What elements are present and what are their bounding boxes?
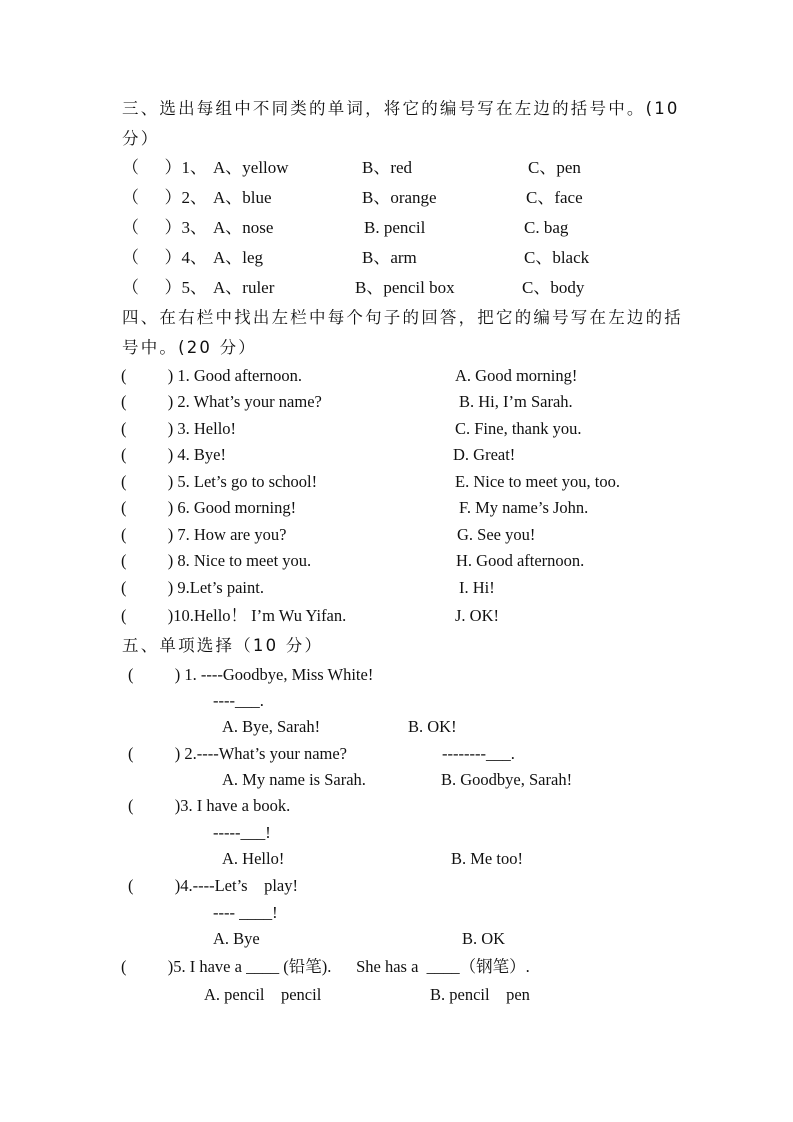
section4-heading-line1: 四、在右栏中找出左栏中每个句子的回答，把它的编号写在左边的括 bbox=[122, 308, 683, 327]
matching-answer: D. Great! bbox=[453, 445, 516, 464]
option-a: A、leg bbox=[213, 248, 264, 267]
option-a: A. pencil pencil bbox=[204, 985, 322, 1004]
option-b: B、red bbox=[362, 158, 413, 177]
matching-answer: I. Hi! bbox=[459, 578, 495, 597]
matching-answer: C. Fine, thank you. bbox=[455, 419, 582, 438]
option-c: C、body bbox=[522, 278, 585, 297]
option-a: A. Bye bbox=[213, 929, 260, 948]
matching-answer: A. Good morning! bbox=[455, 366, 578, 385]
option-a: A. My name is Sarah. bbox=[222, 770, 366, 789]
matching-question[interactable]: ( ) 1. Good afternoon. bbox=[121, 366, 303, 385]
option-a: A、blue bbox=[213, 188, 272, 207]
option-c: C、pen bbox=[528, 158, 581, 177]
matching-question[interactable]: ( ) 7. How are you? bbox=[121, 525, 287, 544]
option-a: A、ruler bbox=[213, 278, 275, 297]
section5-heading: 五、单项选择（10 分） bbox=[122, 636, 324, 655]
matching-question[interactable]: ( ) 8. Nice to meet you. bbox=[121, 551, 312, 570]
section4-heading-line2: 号中。(20 分） bbox=[122, 338, 257, 357]
option-a: A. Bye, Sarah! bbox=[222, 717, 321, 736]
answer-paren[interactable]: （ ）5、 bbox=[122, 278, 207, 297]
option-b: B、arm bbox=[362, 248, 417, 267]
question-reply: ---- ____! bbox=[213, 903, 278, 922]
option-a: A. Hello! bbox=[222, 849, 285, 868]
option-b: B、pencil box bbox=[355, 278, 455, 297]
option-c: C、face bbox=[526, 188, 583, 207]
matching-answer: E. Nice to meet you, too. bbox=[455, 472, 620, 491]
matching-question[interactable]: ( )10.Hello！ I’m Wu Yifan. bbox=[121, 606, 347, 625]
option-c: C. bag bbox=[524, 218, 569, 237]
option-b: B. Goodbye, Sarah! bbox=[441, 770, 573, 789]
matching-question[interactable]: ( ) 3. Hello! bbox=[121, 419, 237, 438]
option-a: A、nose bbox=[213, 218, 274, 237]
answer-paren[interactable]: （ ）2、 bbox=[122, 188, 207, 207]
question-stem[interactable]: ( ) 1. ----Goodbye, Miss White! bbox=[128, 665, 374, 684]
option-a: A、yellow bbox=[213, 158, 289, 177]
question-reply: ----___. bbox=[213, 691, 264, 710]
question-stem[interactable]: ( )5. I have a ____ (铅笔). She has a ____（钢笔）. bbox=[121, 957, 530, 976]
matching-question[interactable]: ( ) 6. Good morning! bbox=[121, 498, 297, 517]
question-stem[interactable]: ( )4.----Let’s play! bbox=[128, 876, 298, 895]
matching-answer: G. See you! bbox=[457, 525, 536, 544]
option-b: B. OK bbox=[462, 929, 506, 948]
option-b: B. pencil bbox=[364, 218, 426, 237]
option-b: B、orange bbox=[362, 188, 437, 207]
answer-paren[interactable]: （ ）3、 bbox=[122, 218, 207, 237]
question-reply: --------___. bbox=[442, 744, 515, 763]
section3-heading-line2: 分） bbox=[122, 129, 160, 148]
matching-answer: F. My name’s John. bbox=[459, 498, 589, 517]
option-b: B. OK! bbox=[408, 717, 457, 736]
question-reply: -----___! bbox=[213, 823, 271, 842]
answer-paren[interactable]: （ ）1、 bbox=[122, 158, 207, 177]
matching-answer: H. Good afternoon. bbox=[456, 551, 585, 570]
option-b: B. pencil pen bbox=[430, 985, 530, 1004]
section3-heading-line1: 三、选出每组中不同类的单词，将它的编号写在左边的括号中。(10 bbox=[122, 99, 680, 118]
answer-paren[interactable]: （ ）4、 bbox=[122, 248, 207, 267]
matching-question[interactable]: ( ) 5. Let’s go to school! bbox=[121, 472, 318, 491]
option-b: B. Me too! bbox=[451, 849, 523, 868]
matching-question[interactable]: ( ) 9.Let’s paint. bbox=[121, 578, 264, 597]
option-c: C、black bbox=[524, 248, 590, 267]
matching-question[interactable]: ( ) 4. Bye! bbox=[121, 445, 226, 464]
question-stem[interactable]: ( )3. I have a book. bbox=[128, 796, 291, 815]
matching-answer: J. OK! bbox=[455, 606, 499, 625]
matching-question[interactable]: ( ) 2. What’s your name? bbox=[121, 392, 322, 411]
question-stem[interactable]: ( ) 2.----What’s your name? bbox=[128, 744, 348, 763]
matching-answer: B. Hi, I’m Sarah. bbox=[459, 392, 573, 411]
